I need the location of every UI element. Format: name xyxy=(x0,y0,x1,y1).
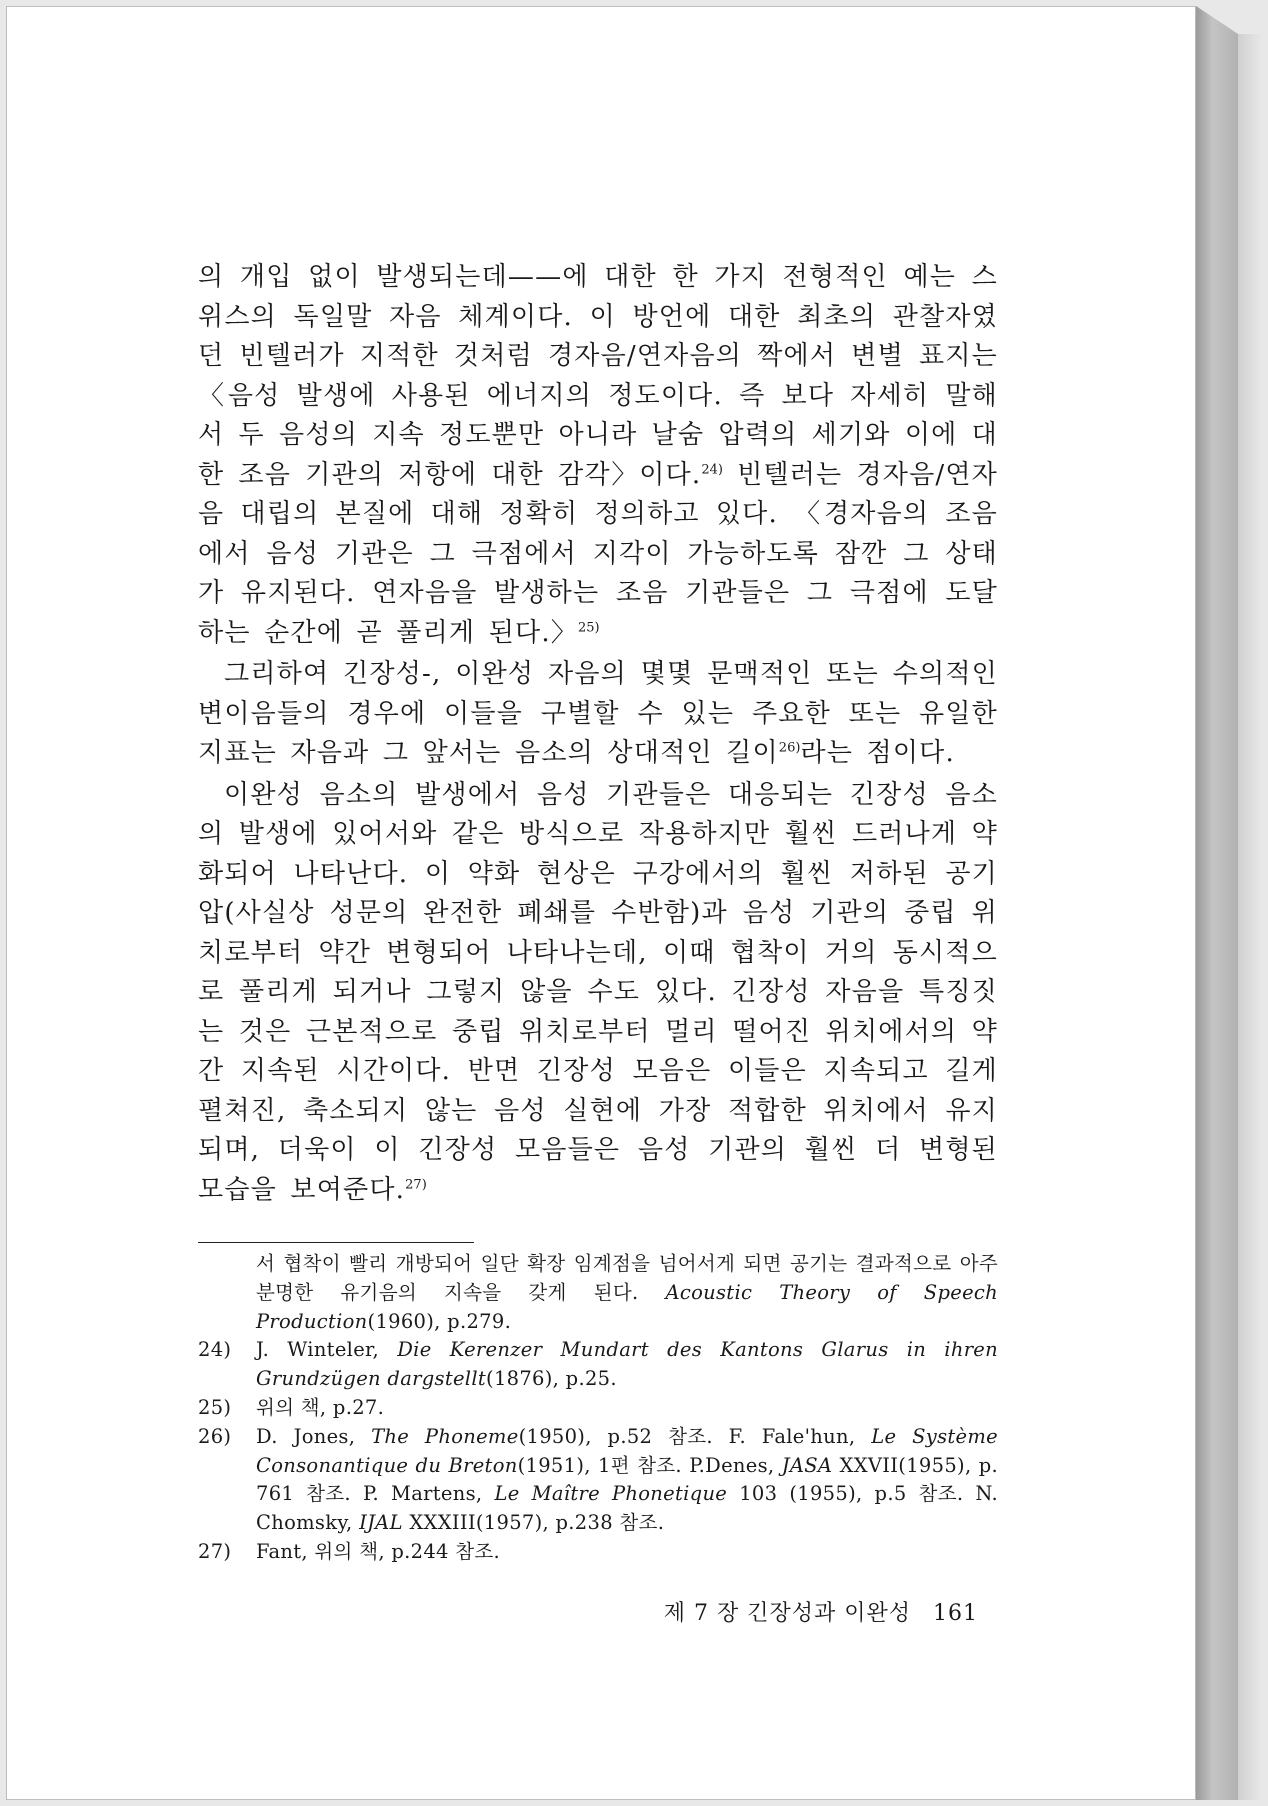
footnotes xyxy=(198,1250,998,1567)
paragraph-2 xyxy=(198,655,998,774)
footnote-continued xyxy=(198,1250,998,1336)
footnote-text: (1876), p.25. xyxy=(486,1367,617,1391)
footnote-continued-title: Acoustic Theory of Speech Production xyxy=(256,1280,998,1333)
paragraph-2-text-cont: 라는 점이다. xyxy=(800,738,955,768)
page-number: 161 xyxy=(933,1601,978,1626)
footnote-number: 26) xyxy=(198,1424,232,1448)
footnote-title: JASA xyxy=(781,1453,833,1477)
footnote-25 xyxy=(198,1394,998,1423)
footnote-26 xyxy=(198,1423,998,1538)
footnote-text: XXXIII(1957), p.238 참조. xyxy=(402,1511,665,1535)
page-shadow xyxy=(1238,34,1262,1800)
footnote-title: Le Maître Phonetique xyxy=(494,1482,728,1506)
footnote-number: 25) xyxy=(198,1395,232,1419)
paragraph-3 xyxy=(198,776,998,1211)
footnote-ref-27: 27) xyxy=(405,1176,427,1192)
page-stack-edge xyxy=(1196,6,1238,1800)
footnote-divider xyxy=(198,1242,474,1243)
footnote-ref-24: 24) xyxy=(701,461,723,477)
footnote-24 xyxy=(198,1336,998,1394)
footnote-text: 위의 책, p.27. xyxy=(256,1395,385,1419)
footnote-text: 103 (1955), p.5 참조. N. Chomsky, xyxy=(256,1482,998,1535)
paragraph-1 xyxy=(198,258,998,653)
paragraph-3-text: 이완성 음소의 발생에서 음성 기관들은 대응되는 긴장성 음소의 발생에 있어서와 같은 방식으로 작용하지만 훨씬 드러나게 약화되어 나타난다. 이 약화 현상은 구강에서의 훨씬 저하된 공기압(사실상 성문의 완전한 폐쇄를 수반함)과 음성 기관의 중립 위치로부터 약간 변형되어 나타나는데, 이때 협착이 거의 동시적으로 풀리게 되거나 그렇지 않을 수도 있다. 긴장성 자음을 특징짓는 것은 근본적으로 중립 위치로부터 멀리 떨어진 위치에서의 약간 지속된 시간이다. 반면 긴장성 모음은 이들은 지속되고 길게 펼쳐진, 축소되지 않는 음성 실현에 가장 적합한 위치에서 유지되며, 더욱이 이 긴장성 모음들은 음성 기관의 훨씬 더 변형된 모습을 보여준다. xyxy=(198,779,998,1205)
paragraph-1-text: 의 개입 없이 발생되는데——에 대한 한 가지 전형적인 예는 스위스의 독일말 자음 체계이다. 이 방언에 대한 최초의 관찰자였던 빈텔러가 지적한 것처럼 경자음/연자음의 짝에서 변별 표지는 〈음성 발생에 사용된 에너지의 정도이다. 즉 보다 자세히 말해서 두 음성의 지속 정도뿐만 아니라 날숨 압력의 세기와 이에 대한 조음 기관의 저항에 대한 감각〉이다. xyxy=(198,262,998,490)
footnote-title: IJAL xyxy=(359,1511,403,1535)
footnote-27 xyxy=(198,1538,998,1567)
footnote-title: The Phoneme xyxy=(371,1424,519,1448)
footnote-number: 24) xyxy=(198,1338,232,1362)
footnote-text: Fant, 위의 책, p.244 참조. xyxy=(256,1539,501,1563)
footnote-title: Le Système Consonantique du Breton xyxy=(256,1424,999,1477)
footnote-continued-citation: (1960), p.279. xyxy=(367,1309,512,1333)
page-footer xyxy=(642,1596,978,1627)
footnote-continued-text: 서 협착이 빨리 개방되어 일단 확장 임계점을 넘어서게 되면 공기는 결과적으로 아주 분명한 유기음의 지속을 갖게 된다. xyxy=(256,1252,998,1304)
main-text xyxy=(198,258,998,1210)
footnote-text: (1951), 1편 참조. P.Denes, xyxy=(517,1453,782,1477)
footnote-ref-26: 26) xyxy=(778,740,801,756)
footnote-title: Die Kerenzer Mundart des Kantons Glarus in ihren Grundzügen dargstellt xyxy=(256,1338,999,1391)
footnote-text: XXVII(1955), p. 761 참조. P. Martens, xyxy=(256,1453,998,1506)
footnote-text: (1950), p.52 참조. F. Fale'hun, xyxy=(518,1424,872,1448)
paragraph-2-text: 그리하여 긴장성-, 이완성 자음의 몇몇 문맥적인 또는 수의적인 변이음들의 경우에 이들을 구별할 수 있는 주요한 또는 유일한 지표는 자음과 그 앞서는 음소의 상대적인 길이 xyxy=(198,659,998,768)
footnote-text: J. Winteler, xyxy=(256,1338,398,1362)
footnote-text: D. Jones, xyxy=(256,1424,372,1448)
footnote-number: 27) xyxy=(198,1539,232,1563)
paragraph-1-text-cont: 빈텔러는 경자음/연자음 대립의 본질에 대해 정확히 정의하고 있다. 〈경자음의 조음에서 음성 기관은 그 극점에서 지각이 가능하도록 잠깐 그 상태가 유지된다. 연자음을 발생하는 조음 기관들은 그 극점에 도달하는 순간에 곧 풀리게 된다.〉 xyxy=(198,459,998,648)
running-chapter-title: 제 7 장 긴장성과 이완성 xyxy=(663,1601,911,1626)
footnote-ref-25: 25) xyxy=(578,619,600,635)
